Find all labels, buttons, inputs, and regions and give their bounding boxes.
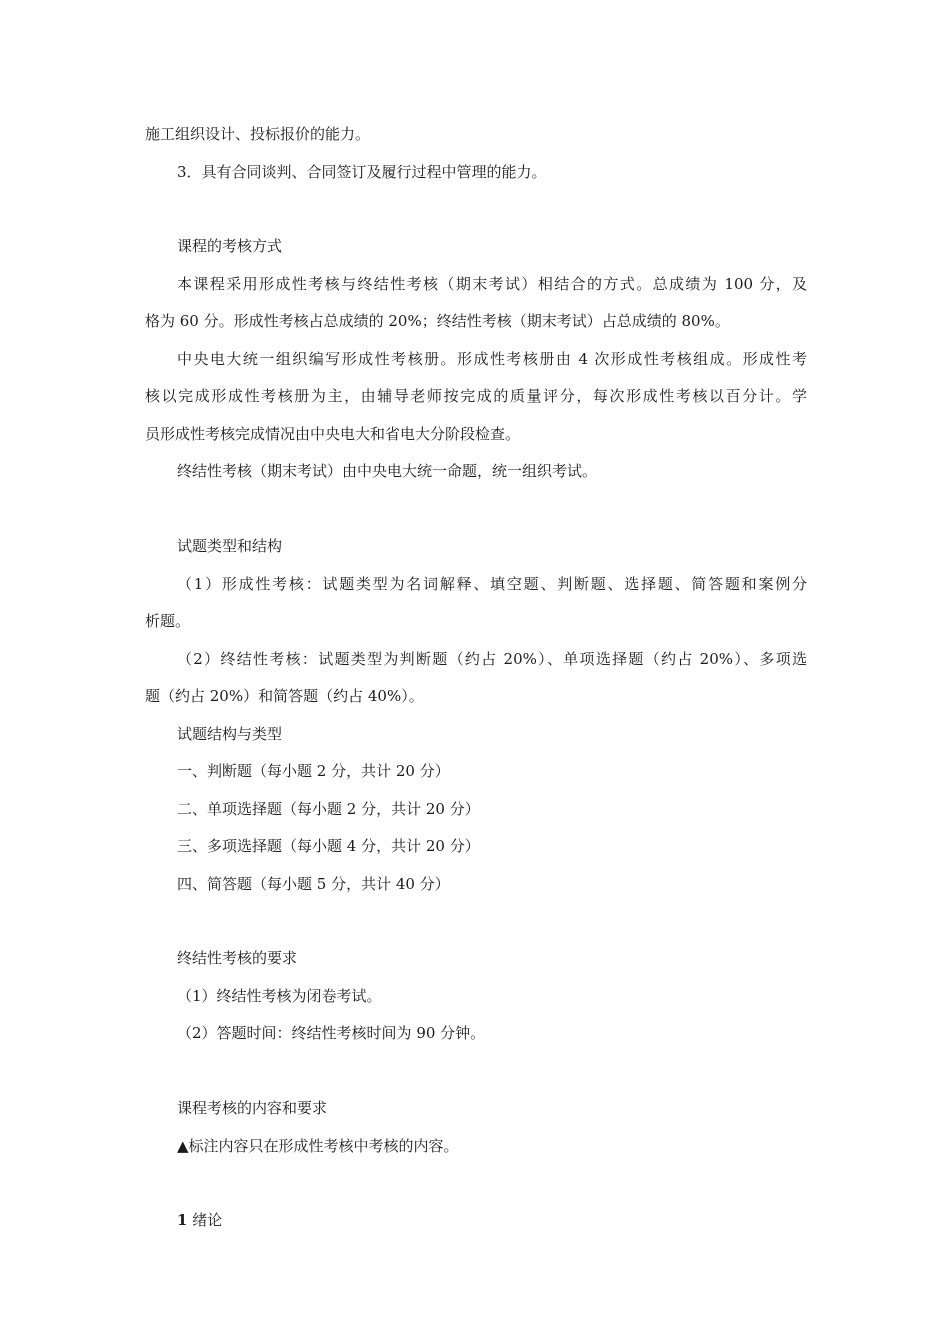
paragraph-line: 核以完成形成性考核册为主，由辅导老师按完成的质量评分，每次形成性考核以百分计。学 bbox=[145, 387, 807, 405]
paragraph-line: 题（约占 20%）和简答题（约占 40%）。 bbox=[145, 687, 424, 705]
paragraph-line: 格为 60 分。形成性考核占总成绩的 20%；终结性考核（期末考试）占总成绩的 80%。 bbox=[145, 312, 730, 330]
chapter-number: 1 bbox=[177, 1211, 188, 1229]
chapter-title: 绪论 bbox=[192, 1211, 223, 1229]
paragraph-line: （2）终结性考核：试题类型为判断题（约占 20%）、单项选择题（约占 20%）、多项选 bbox=[177, 650, 807, 668]
section-heading-question-types: 试题类型和结构 bbox=[177, 537, 283, 555]
section-heading-content: 课程考核的内容和要求 bbox=[177, 1099, 328, 1117]
paragraph-line: 本课程采用形成性考核与终结性考核（期末考试）相结合的方式。总成绩为 100 分，及 bbox=[177, 275, 807, 293]
chapter-heading bbox=[177, 1210, 222, 1230]
section-heading-assessment-method: 课程的考核方式 bbox=[177, 237, 283, 255]
structure-item-3: 三、多项选择题（每小题 4 分，共计 20 分） bbox=[177, 837, 480, 855]
structure-item-4: 四、简答题（每小题 5 分，共计 40 分） bbox=[177, 875, 450, 893]
paragraph-line: 析题。 bbox=[145, 612, 191, 630]
paragraph-line: 员形成性考核完成情况由中央电大和省电大分阶段检查。 bbox=[145, 425, 521, 443]
final-requirement-2: （2）答题时间：终结性考核时间为 90 分钟。 bbox=[177, 1024, 486, 1042]
section-heading-final-requirements: 终结性考核的要求 bbox=[177, 949, 298, 967]
final-requirement-1: （1）终结性考核为闭卷考试。 bbox=[177, 987, 382, 1005]
paragraph-line: （1）形成性考核：试题类型为名词解释、填空题、判断题、选择题、简答题和案例分 bbox=[177, 575, 807, 593]
section-heading-structure: 试题结构与类型 bbox=[177, 725, 283, 743]
structure-item-2: 二、单项选择题（每小题 2 分，共计 20 分） bbox=[177, 800, 480, 818]
paragraph-line: 中央电大统一组织编写形成性考核册。形成性考核册由 4 次形成性考核组成。形成性考 bbox=[177, 350, 807, 368]
ability-item-3: 3．具有合同谈判、合同签订及履行过程中管理的能力。 bbox=[177, 163, 547, 181]
structure-item-1: 一、判断题（每小题 2 分，共计 20 分） bbox=[177, 762, 450, 780]
text-line: 施工组织设计、投标报价的能力。 bbox=[145, 125, 371, 143]
mark-note: ▲标注内容只在形成性考核中考核的内容。 bbox=[177, 1137, 459, 1155]
paragraph-line: 终结性考核（期末考试）由中央电大统一命题，统一组织考试。 bbox=[177, 462, 598, 480]
